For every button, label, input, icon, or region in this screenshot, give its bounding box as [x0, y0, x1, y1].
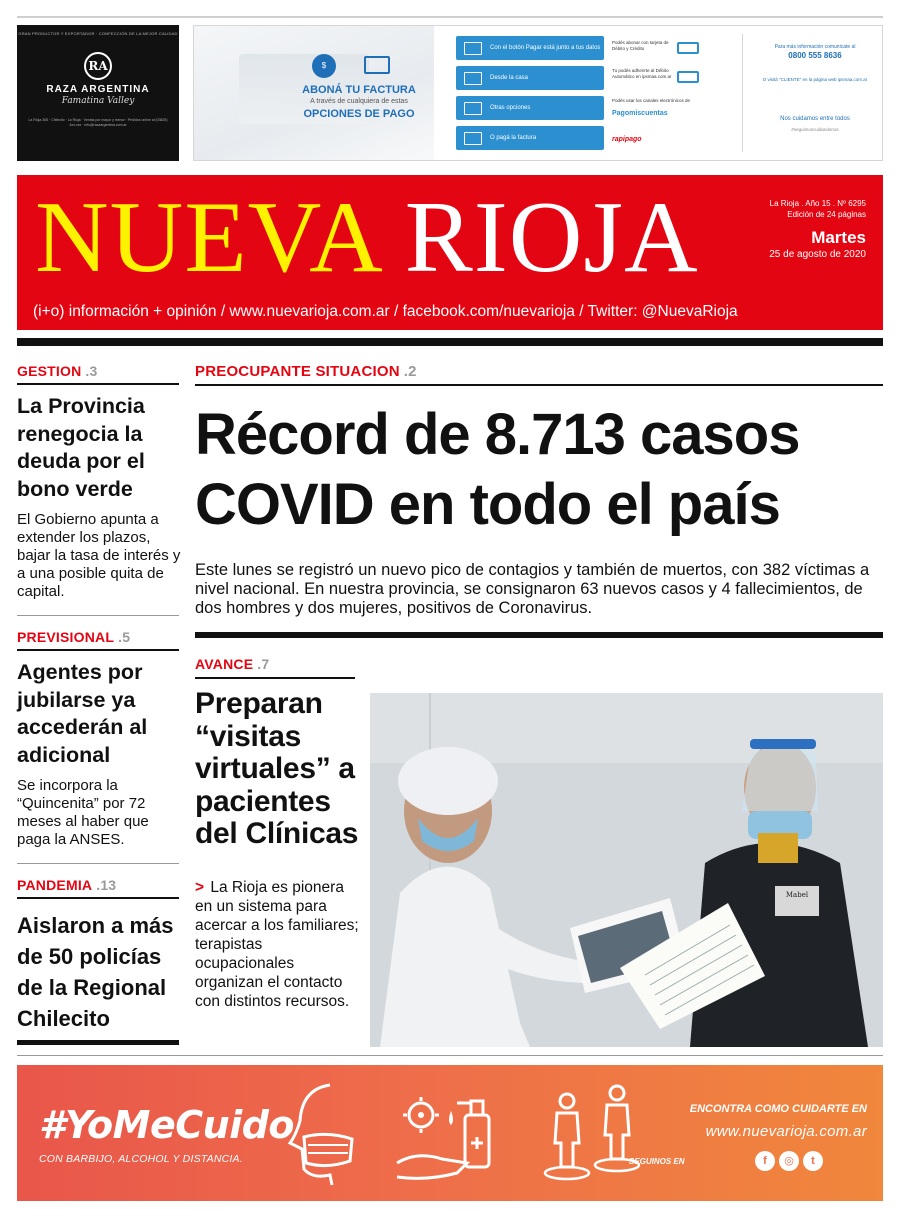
- section-page: .7: [257, 656, 270, 672]
- story-body: El Gobierno apunta a extender los plazos, bajar la tasa de interés y a una posible quita de capital.: [17, 511, 181, 600]
- section-label-previsional[interactable]: [17, 629, 130, 645]
- story-divider: [17, 615, 179, 616]
- top-rule: [17, 16, 883, 18]
- arrow-icon: >: [195, 879, 205, 896]
- masthead-tagline[interactable]: (i+o) información + opinión / www.nuevarioja.com.ar / facebook.com/nuevarioja / Twitter: @NuevaRioja: [33, 303, 738, 320]
- bottom-divider: [17, 1055, 883, 1056]
- rapipago-logo: rapipago: [612, 136, 642, 143]
- banner-encontra: ENCONTRA COMO CUIDARTE EN: [689, 1103, 867, 1115]
- section-name: PREOCUPANTE SITUACION: [195, 363, 400, 380]
- instagram-icon[interactable]: ◎: [779, 1151, 799, 1171]
- section-label-preocupante[interactable]: [195, 363, 417, 380]
- banner-hashtag: #YoMeCuido: [39, 1103, 295, 1147]
- abona-title: ABONÁ TU FACTURA: [302, 84, 416, 96]
- edition-date: 25 de agosto de 2020: [769, 249, 866, 260]
- masthead-rule: [17, 338, 883, 346]
- info-bottom: Nos cuidamos entre todos: [780, 116, 850, 122]
- second-story-text: La Rioja es pionera en un sistema para acercar a los familiares; terapistas ocupacionales organizan el contacto con distintos recursos.: [195, 879, 359, 1010]
- story-body: Se incorpora la “Quincenita” por 72 meses al haber que paga la ANSES.: [17, 777, 149, 848]
- section-label-pandemia[interactable]: [17, 877, 116, 893]
- payment-desc: Tu podés adherirte al Débito Automático en ipsmaa.com.ar: [612, 68, 672, 79]
- second-headline[interactable]: Preparan “visitas virtuales” a pacientes del Clínicas: [195, 687, 359, 850]
- payment-option-button[interactable]: Con el botón Pagar está junto a tus datos: [456, 36, 604, 60]
- payment-ad[interactable]: [193, 25, 883, 161]
- edition-pages: Edición de 24 páginas: [787, 210, 866, 219]
- section-name: PANDEMIA: [17, 877, 93, 893]
- title-word-rioja: RIOJA: [404, 181, 699, 294]
- main-story-rule: [195, 632, 883, 638]
- newspaper-title[interactable]: [35, 183, 699, 293]
- face-mask-icon: [282, 1079, 372, 1187]
- story-headline[interactable]: Aislaron a más de 50 policías de la Regional Chilecito: [17, 913, 174, 1031]
- card-icon: [677, 71, 699, 83]
- payment-ad-headline: [294, 84, 424, 120]
- phone-wrap: [750, 52, 880, 61]
- banner-seguinos: SEGUINOS EN: [629, 1157, 685, 1166]
- main-headline[interactable]: Récord de 8.713 casos COVID en todo el país: [195, 402, 800, 537]
- story-headline[interactable]: Agentes por jubilarse ya accederán al adicional: [17, 660, 148, 767]
- section-page: .13: [96, 877, 117, 893]
- section-name: PREVISIONAL: [17, 629, 115, 645]
- health-workers-photo: [370, 693, 883, 1047]
- pagomiscuentas-logo: Pagomiscuentas: [612, 110, 668, 117]
- edition-info: [700, 198, 866, 261]
- payment-desc: Podés abonar con tarjeta de Débito y Crédito: [612, 40, 669, 51]
- facebook-icon[interactable]: f: [755, 1151, 775, 1171]
- raza-tiny-header: GRAN PRODUCTOR Y EXPORTADOR · CONFECCIÓN DE LA MEJOR CALIDAD: [18, 31, 178, 36]
- banner-website[interactable]: www.nuevarioja.com.ar: [705, 1123, 867, 1140]
- coin-icon: $: [312, 54, 336, 78]
- laptop-icon: [364, 56, 390, 74]
- banner-subtitle: CON BARBIJO, ALCOHOL Y DISTANCIA.: [39, 1153, 243, 1165]
- column-end-rule: [17, 1040, 179, 1045]
- section-page: .5: [118, 629, 131, 645]
- section-rule: [17, 383, 179, 385]
- info-mid: O visitá "CLIENTE" en la página web ipsmaa.com.ar: [762, 77, 868, 82]
- abona-options: OPCIONES DE PAGO: [303, 108, 415, 120]
- name-badge: Mabel: [785, 891, 809, 899]
- edition-number: La Rioja . Año 15 . Nº 6295: [769, 199, 866, 208]
- section-name: GESTION: [17, 363, 82, 379]
- info-hashtag: #seguimoscuidandonos: [791, 127, 839, 132]
- payment-ad-divider: [742, 34, 743, 152]
- sanitizer-hand-icon: [387, 1085, 507, 1185]
- payment-option-button[interactable]: Otras opciones: [456, 96, 604, 120]
- raza-argentina-ad[interactable]: [17, 25, 179, 161]
- section-name: AVANCE: [195, 656, 254, 672]
- section-rule: [17, 649, 179, 651]
- info-title: Para más información comunicate al: [774, 44, 856, 50]
- card-icon: [677, 42, 699, 54]
- story-divider: [17, 863, 179, 864]
- payment-desc: Podés usar los canales electrónicos de: [612, 98, 691, 103]
- story-headline[interactable]: La Provincia renegocia la deuda por el bono verde: [17, 394, 145, 501]
- raza-address: La Rioja 365 · Chilecito · La Rioja · Ventas por mayor y menor · Pedidos online al (03825) 4xx-xxx · info@razaargentina.com.ar: [28, 118, 168, 127]
- section-page: .2: [403, 363, 417, 380]
- yomecuido-banner[interactable]: [17, 1065, 883, 1201]
- payment-option-button[interactable]: O pagá la factura: [456, 126, 604, 150]
- story-photo[interactable]: [370, 693, 883, 1047]
- raza-logo: RA: [84, 52, 112, 80]
- section-rule: [195, 384, 883, 386]
- section-page: .3: [85, 363, 98, 379]
- section-rule: [17, 897, 179, 899]
- title-word-nueva: NUEVA: [35, 181, 379, 294]
- raza-subtitle: Famatina Valley: [61, 96, 135, 106]
- twitter-icon[interactable]: t: [803, 1151, 823, 1171]
- section-label-gestion[interactable]: [17, 363, 98, 379]
- main-story-body: Este lunes se registró un nuevo pico de contagios y también de muertos, con 382 víctimas a nivel nacional. En nuestra provincia, se consignaron 63 nuevos casos y 4 fallecimientos, de dos hombres y dos mujeres, positivos de Coronavirus.: [195, 561, 870, 617]
- abona-small: A través de cualquiera de estas: [310, 98, 408, 105]
- payment-option-button[interactable]: Desde la casa: [456, 66, 604, 90]
- edition-day: Martes: [811, 228, 866, 247]
- section-label-avance[interactable]: [195, 656, 269, 672]
- phone-number[interactable]: 0800 555 8636: [788, 51, 842, 60]
- section-rule: [195, 677, 355, 679]
- raza-name: RAZA ARGENTINA: [46, 84, 150, 95]
- second-story-body: [195, 878, 360, 1011]
